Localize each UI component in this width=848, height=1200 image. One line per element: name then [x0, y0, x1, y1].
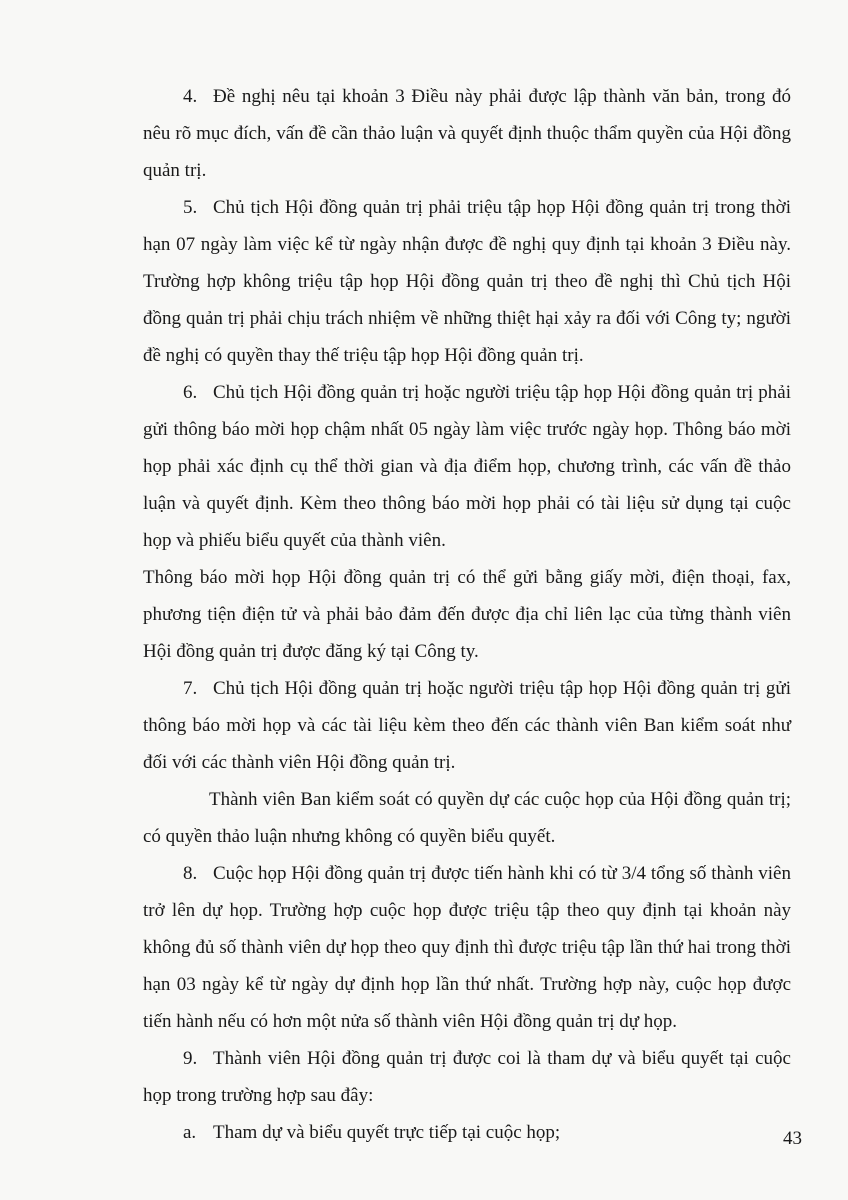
paragraph-text: Thông báo mời họp Hội đồng quản trị có thể gửi bằng giấy mời, điện thoại, fax, phương tiện điện tử và phải bảo đảm đến được địa chỉ liên lạc của từng thành viên Hội đồng quản trị được đăng ký tại Công ty. — [143, 567, 791, 662]
clause-text: Chủ tịch Hội đồng quản trị hoặc người triệu tập họp Hội đồng quản trị phải gửi thông báo mời họp chậm nhất 05 ngày làm việc trước ngày họp. Thông báo mời họp phải xác định cụ thể thời gian và địa điểm họp, chương trình, các vấn đề thảo luận và quyết định. Kèm theo thông báo mời họp phải có tài liệu sử dụng tại cuộc họp và phiếu biểu quyết của thành viên. — [143, 382, 791, 551]
clause-7-supervisory-board — [143, 781, 791, 855]
item-letter: a. — [183, 1122, 197, 1143]
clause-6-notice-methods — [143, 559, 791, 670]
clause-text: Đề nghị nêu tại khoản 3 Điều này phải được lập thành văn bản, trong đó nêu rõ mục đích, vấn đề cần thảo luận và quyết định thuộc thẩm quyền của Hội đồng quản trị. — [143, 86, 791, 181]
clause-text: Thành viên Hội đồng quản trị được coi là tham dự và biểu quyết tại cuộc họp trong trường hợp sau đây: — [143, 1048, 791, 1106]
item-text: Tham dự và biểu quyết trực tiếp tại cuộc họp; — [213, 1122, 561, 1143]
clause-number: 4. — [183, 86, 198, 107]
clause-number: 6. — [183, 382, 198, 403]
paragraph-text: Thành viên Ban kiểm soát có quyền dự các cuộc họp của Hội đồng quản trị; có quyền thảo luận nhưng không có quyền biểu quyết. — [143, 789, 791, 847]
clause-number: 7. — [183, 678, 198, 699]
clause-9 — [143, 1040, 791, 1114]
clause-text: Cuộc họp Hội đồng quản trị được tiến hành khi có từ 3/4 tổng số thành viên trở lên dự họp. Trường hợp cuộc họp được triệu tập theo quy định tại khoản này không đủ số thành viên dự họp theo quy định thì được triệu tập lần thứ hai trong thời hạn 03 ngày kể từ ngày dự định họp lần thứ nhất. Trường hợp này, cuộc họp được tiến hành nếu có hơn một nửa số thành viên Hội đồng quản trị dự họp. — [143, 863, 791, 1032]
clause-number: 9. — [183, 1048, 198, 1069]
clause-text: Chủ tịch Hội đồng quản trị phải triệu tập họp Hội đồng quản trị trong thời hạn 07 ngày làm việc kể từ ngày nhận được đề nghị quy định tại khoản 3 Điều này. Trường hợp không triệu tập họp Hội đồng quản trị theo đề nghị thì Chủ tịch Hội đồng quản trị phải chịu trách nhiệm về những thiệt hại xảy ra đối với Công ty; người đề nghị có quyền thay thế triệu tập họp Hội đồng quản trị. — [143, 197, 791, 366]
clause-text: Chủ tịch Hội đồng quản trị hoặc người triệu tập họp Hội đồng quản trị gửi thông báo mời họp và các tài liệu kèm theo đến các thành viên Ban kiểm soát như đối với các thành viên Hội đồng quản trị. — [143, 678, 791, 773]
clause-7 — [143, 670, 791, 781]
clause-6 — [143, 374, 791, 559]
document-body — [143, 78, 791, 1151]
clause-8 — [143, 855, 791, 1040]
clause-9-item-a — [143, 1114, 791, 1151]
clause-number: 8. — [183, 863, 198, 884]
clause-number: 5. — [183, 197, 198, 218]
clause-5 — [143, 189, 791, 374]
page-number: 43 — [783, 1128, 802, 1149]
clause-4 — [143, 78, 791, 189]
